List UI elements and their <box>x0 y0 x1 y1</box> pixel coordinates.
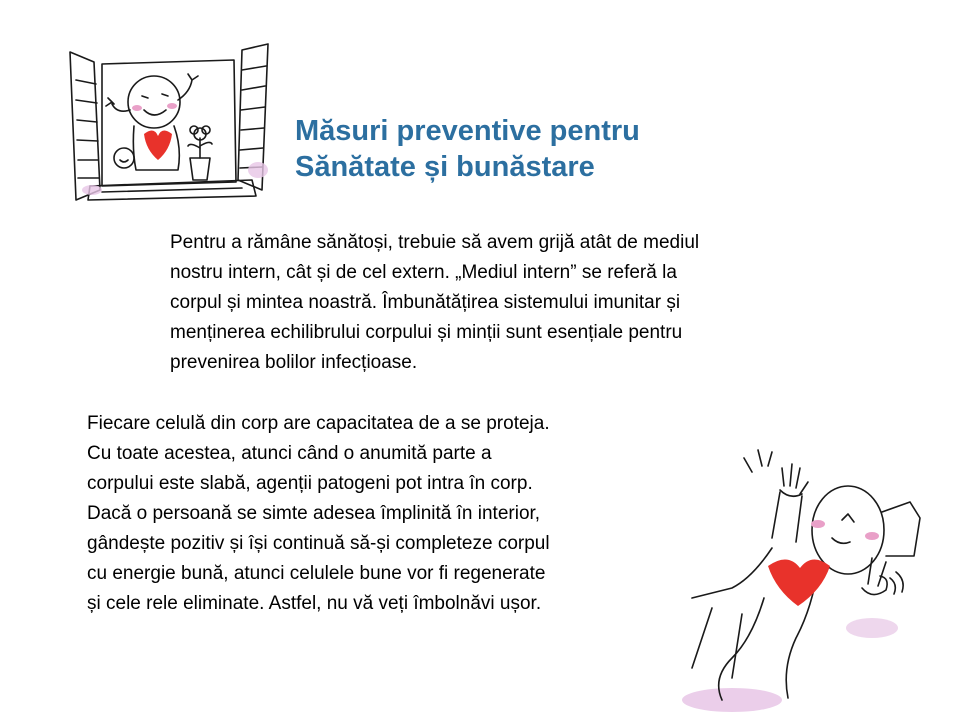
child-in-window-illustration <box>62 40 272 208</box>
paragraph-line: nostru intern, cât și de cel extern. „Mediul intern” se referă la <box>170 262 677 283</box>
cell-paragraph <box>87 409 550 619</box>
title-line-2: Sănătate și bunăstare <box>295 151 595 183</box>
paragraph-line: Dacă o persoană se simte adesea împlinită în interior, <box>87 503 541 524</box>
paragraph-line: Fiecare celulă din corp are capacitatea de a se proteja. <box>87 413 550 434</box>
waving-child-illustration <box>672 438 960 720</box>
paragraph-line: Cu toate acestea, atunci când o anumită parte a <box>87 443 492 464</box>
paragraph-line: prevenirea bolilor infecțioase. <box>170 352 418 373</box>
paragraph-line: Pentru a rămâne sănătoși, trebuie să avem grijă atât de mediul <box>170 232 700 253</box>
paragraph-line: corpului este slabă, agenții patogeni pot intra în corp. <box>87 473 533 494</box>
intro-paragraph <box>170 228 699 378</box>
paragraph-line: corpul și mintea noastră. Îmbunătățirea sistemului imunitar și <box>170 292 681 313</box>
title-line-1: Măsuri preventive pentru <box>295 115 640 147</box>
paragraph-line: și cele rele eliminate. Astfel, nu vă veți îmbolnăvi ușor. <box>87 593 542 614</box>
paragraph-line: cu energie bună, atunci celulele bune vor fi regenerate <box>87 563 546 584</box>
paragraph-line: menținerea echilibrului corpului și minții sunt esențiale pentru <box>170 322 683 343</box>
paragraph-line: gândește pozitiv și își continuă să-și completeze corpul <box>87 533 550 554</box>
page-title <box>295 113 640 185</box>
